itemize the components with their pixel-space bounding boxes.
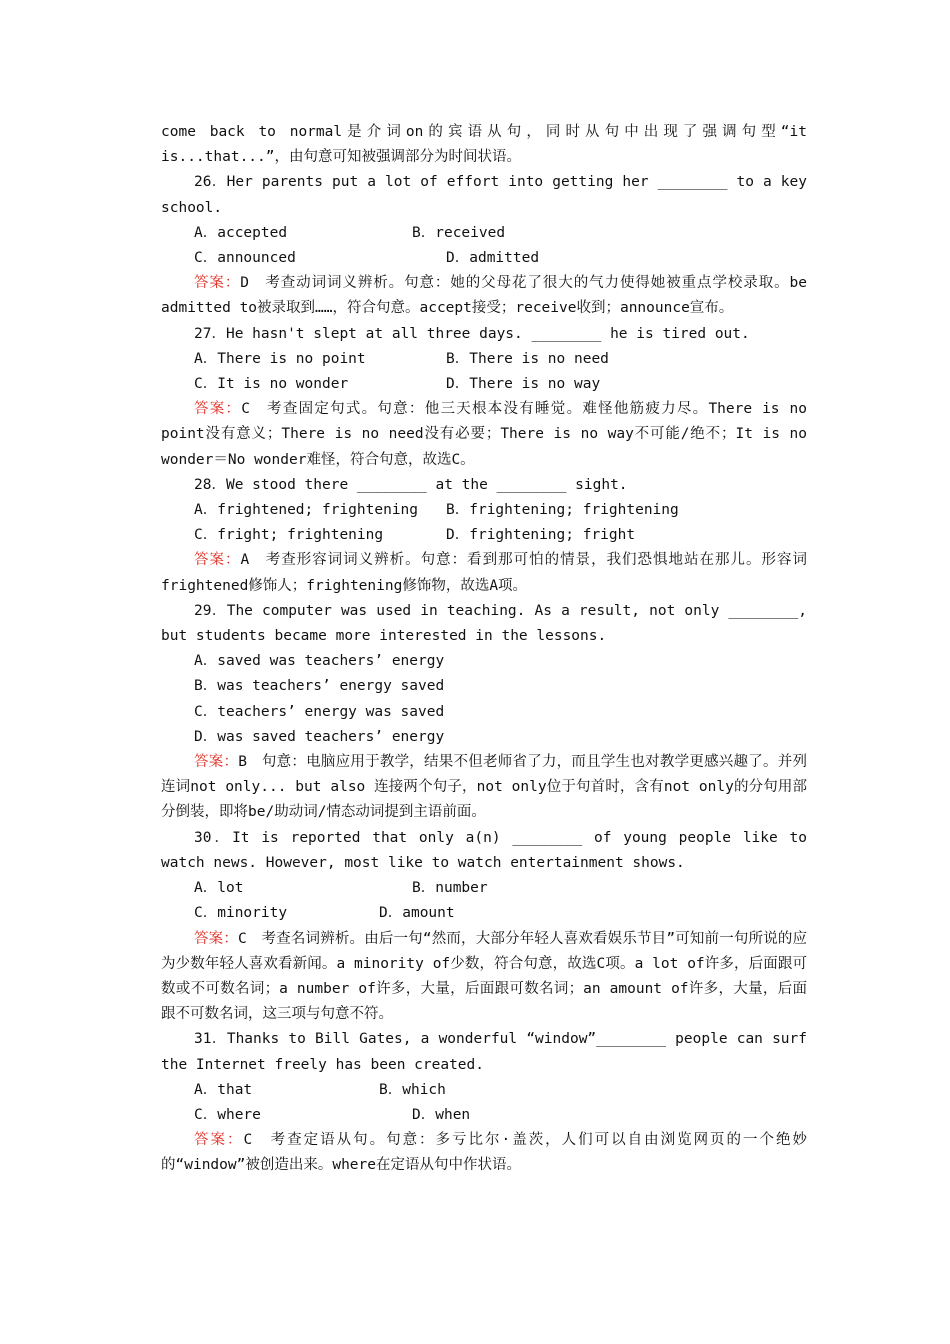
question-26-answer <box>161 271 807 321</box>
option-b: B．which <box>379 1081 446 1098</box>
intro-paragraph: come back to normal是介词on的宾语从句，同时从句中出现了强调句型“it is...that...”，由句意可知被强调部分为时间状语。 <box>161 124 807 166</box>
option-b: B．received <box>412 224 506 241</box>
question-28-stem: 28．We stood there ________ at the ________ sight. <box>194 476 628 493</box>
answer-label: 答案： <box>194 275 241 292</box>
answer-label: 答案： <box>194 754 239 771</box>
question-29-option-a <box>161 649 807 674</box>
question-26-options-row-2 <box>161 246 807 271</box>
question-31-answer <box>161 1128 807 1178</box>
option-d: D．amount <box>379 905 455 922</box>
option-a: A．accepted <box>194 224 288 241</box>
answer-text: C 考查定语从句。句意：多亏比尔·盖茨，人们可以自由浏览网页的一个绝妙的“window”被创造出来。where在定语从句中作状语。 <box>161 1132 807 1174</box>
option-d: D．frightening; fright <box>446 527 636 544</box>
option-a: A．saved was teachers’ energy <box>194 653 445 670</box>
question-28-options-row-1 <box>161 498 807 523</box>
answer-text: C 考查固定句式。句意：他三天根本没有睡觉。难怪他筋疲力尽。There is no point没有意义；There is no need没有必要；There is no way不可能/绝不；It is no wonder＝No wonder难怪，符合句意，故选C。 <box>161 401 807 468</box>
option-d: D．was saved teachers’ energy <box>194 728 445 745</box>
question-26-options-row-1 <box>161 221 807 246</box>
option-d: D．when <box>412 1106 471 1123</box>
option-c: C．announced <box>194 250 296 267</box>
option-c: C．It is no wonder <box>194 376 349 393</box>
question-30-options-row-1 <box>161 876 807 901</box>
answer-label: 答案： <box>194 930 238 947</box>
question-30-stem: 30．It is reported that only a(n) ________ of young people like to watch news. However, most like to watch entertainment shows. <box>161 829 807 871</box>
question-27-answer <box>161 397 807 473</box>
answer-text: D 考查动词词义辨析。句意：她的父母花了很大的气力使得她被重点学校录取。be admitted to被录取到……，符合句意。accept接受；receive收到；announce宣布。 <box>161 275 808 317</box>
answer-text: C 考查名词辨析。由后一句“然而，大部分年轻人喜欢看娱乐节目”可知前一句所说的应为少数年轻人喜欢看新闻。a minority of少数，符合句意，故选C项。a lot of许多，后面跟可数或不可数名词；a number of许多，大量，后面跟可数名词；an amount of许多，大量，后面跟不可数名词，这三项与句意不符。 <box>161 930 808 1023</box>
question-28-options-row-2 <box>161 523 807 548</box>
question-29-answer <box>161 750 807 826</box>
question-30-options-row-2 <box>161 901 807 926</box>
answer-label: 答案： <box>194 552 241 569</box>
option-b: B．frightening; frightening <box>446 502 679 519</box>
question-27-stem: 27．He hasn't slept at all three days. ________ he is tired out. <box>194 325 750 342</box>
option-c: C．fright; frightening <box>194 527 384 544</box>
option-c: C．teachers’ energy was saved <box>194 703 445 720</box>
option-a: A．There is no point <box>194 350 366 367</box>
option-a: A．that <box>194 1081 253 1098</box>
option-b: B．There is no need <box>446 350 609 367</box>
option-b: B．was teachers’ energy saved <box>194 678 445 695</box>
question-28-answer <box>161 548 807 598</box>
answer-text: B 句意：电脑应用于教学，结果不但老师省了力，而且学生也对教学更感兴趣了。并列连词not only... but also 连接两个句子，not only位于句首时，含有not only的分句用部分倒装，即将be/助动词/情态动词提到主语前面。 <box>161 754 807 821</box>
option-a: A．frightened; frightening <box>194 502 419 519</box>
document-page <box>161 120 807 1179</box>
question-29-option-c <box>161 700 807 725</box>
question-27-options-row-1 <box>161 347 807 372</box>
question-31-stem: 31．Thanks to Bill Gates, a wonderful “window”________ people can surf the Internet freely has been created. <box>161 1031 807 1073</box>
question-31-options-row-1 <box>161 1078 807 1103</box>
option-a: A．lot <box>194 880 244 897</box>
option-d: D．There is no way <box>446 376 601 393</box>
option-c: C．minority <box>194 905 288 922</box>
answer-label: 答案： <box>194 401 242 418</box>
question-26-stem: 26．Her parents put a lot of effort into getting her ________ to a key school. <box>161 174 807 216</box>
question-27-options-row-2 <box>161 372 807 397</box>
question-31-options-row-2 <box>161 1103 807 1128</box>
question-30-answer <box>161 927 807 1028</box>
question-29-option-d <box>161 725 807 750</box>
answer-text: A 考查形容词词义辨析。句意：看到那可怕的情景，我们恐惧地站在那儿。形容词frightened修饰人；frightening修饰物，故选A项。 <box>161 552 807 594</box>
answer-label: 答案： <box>194 1132 244 1149</box>
option-b: B．number <box>412 880 488 897</box>
option-c: C．where <box>194 1106 261 1123</box>
question-29-option-b <box>161 674 807 699</box>
question-29-stem: 29．The computer was used in teaching. As a result, not only ________, but students became more interested in the lessons. <box>161 602 807 645</box>
option-d: D．admitted <box>446 250 540 267</box>
